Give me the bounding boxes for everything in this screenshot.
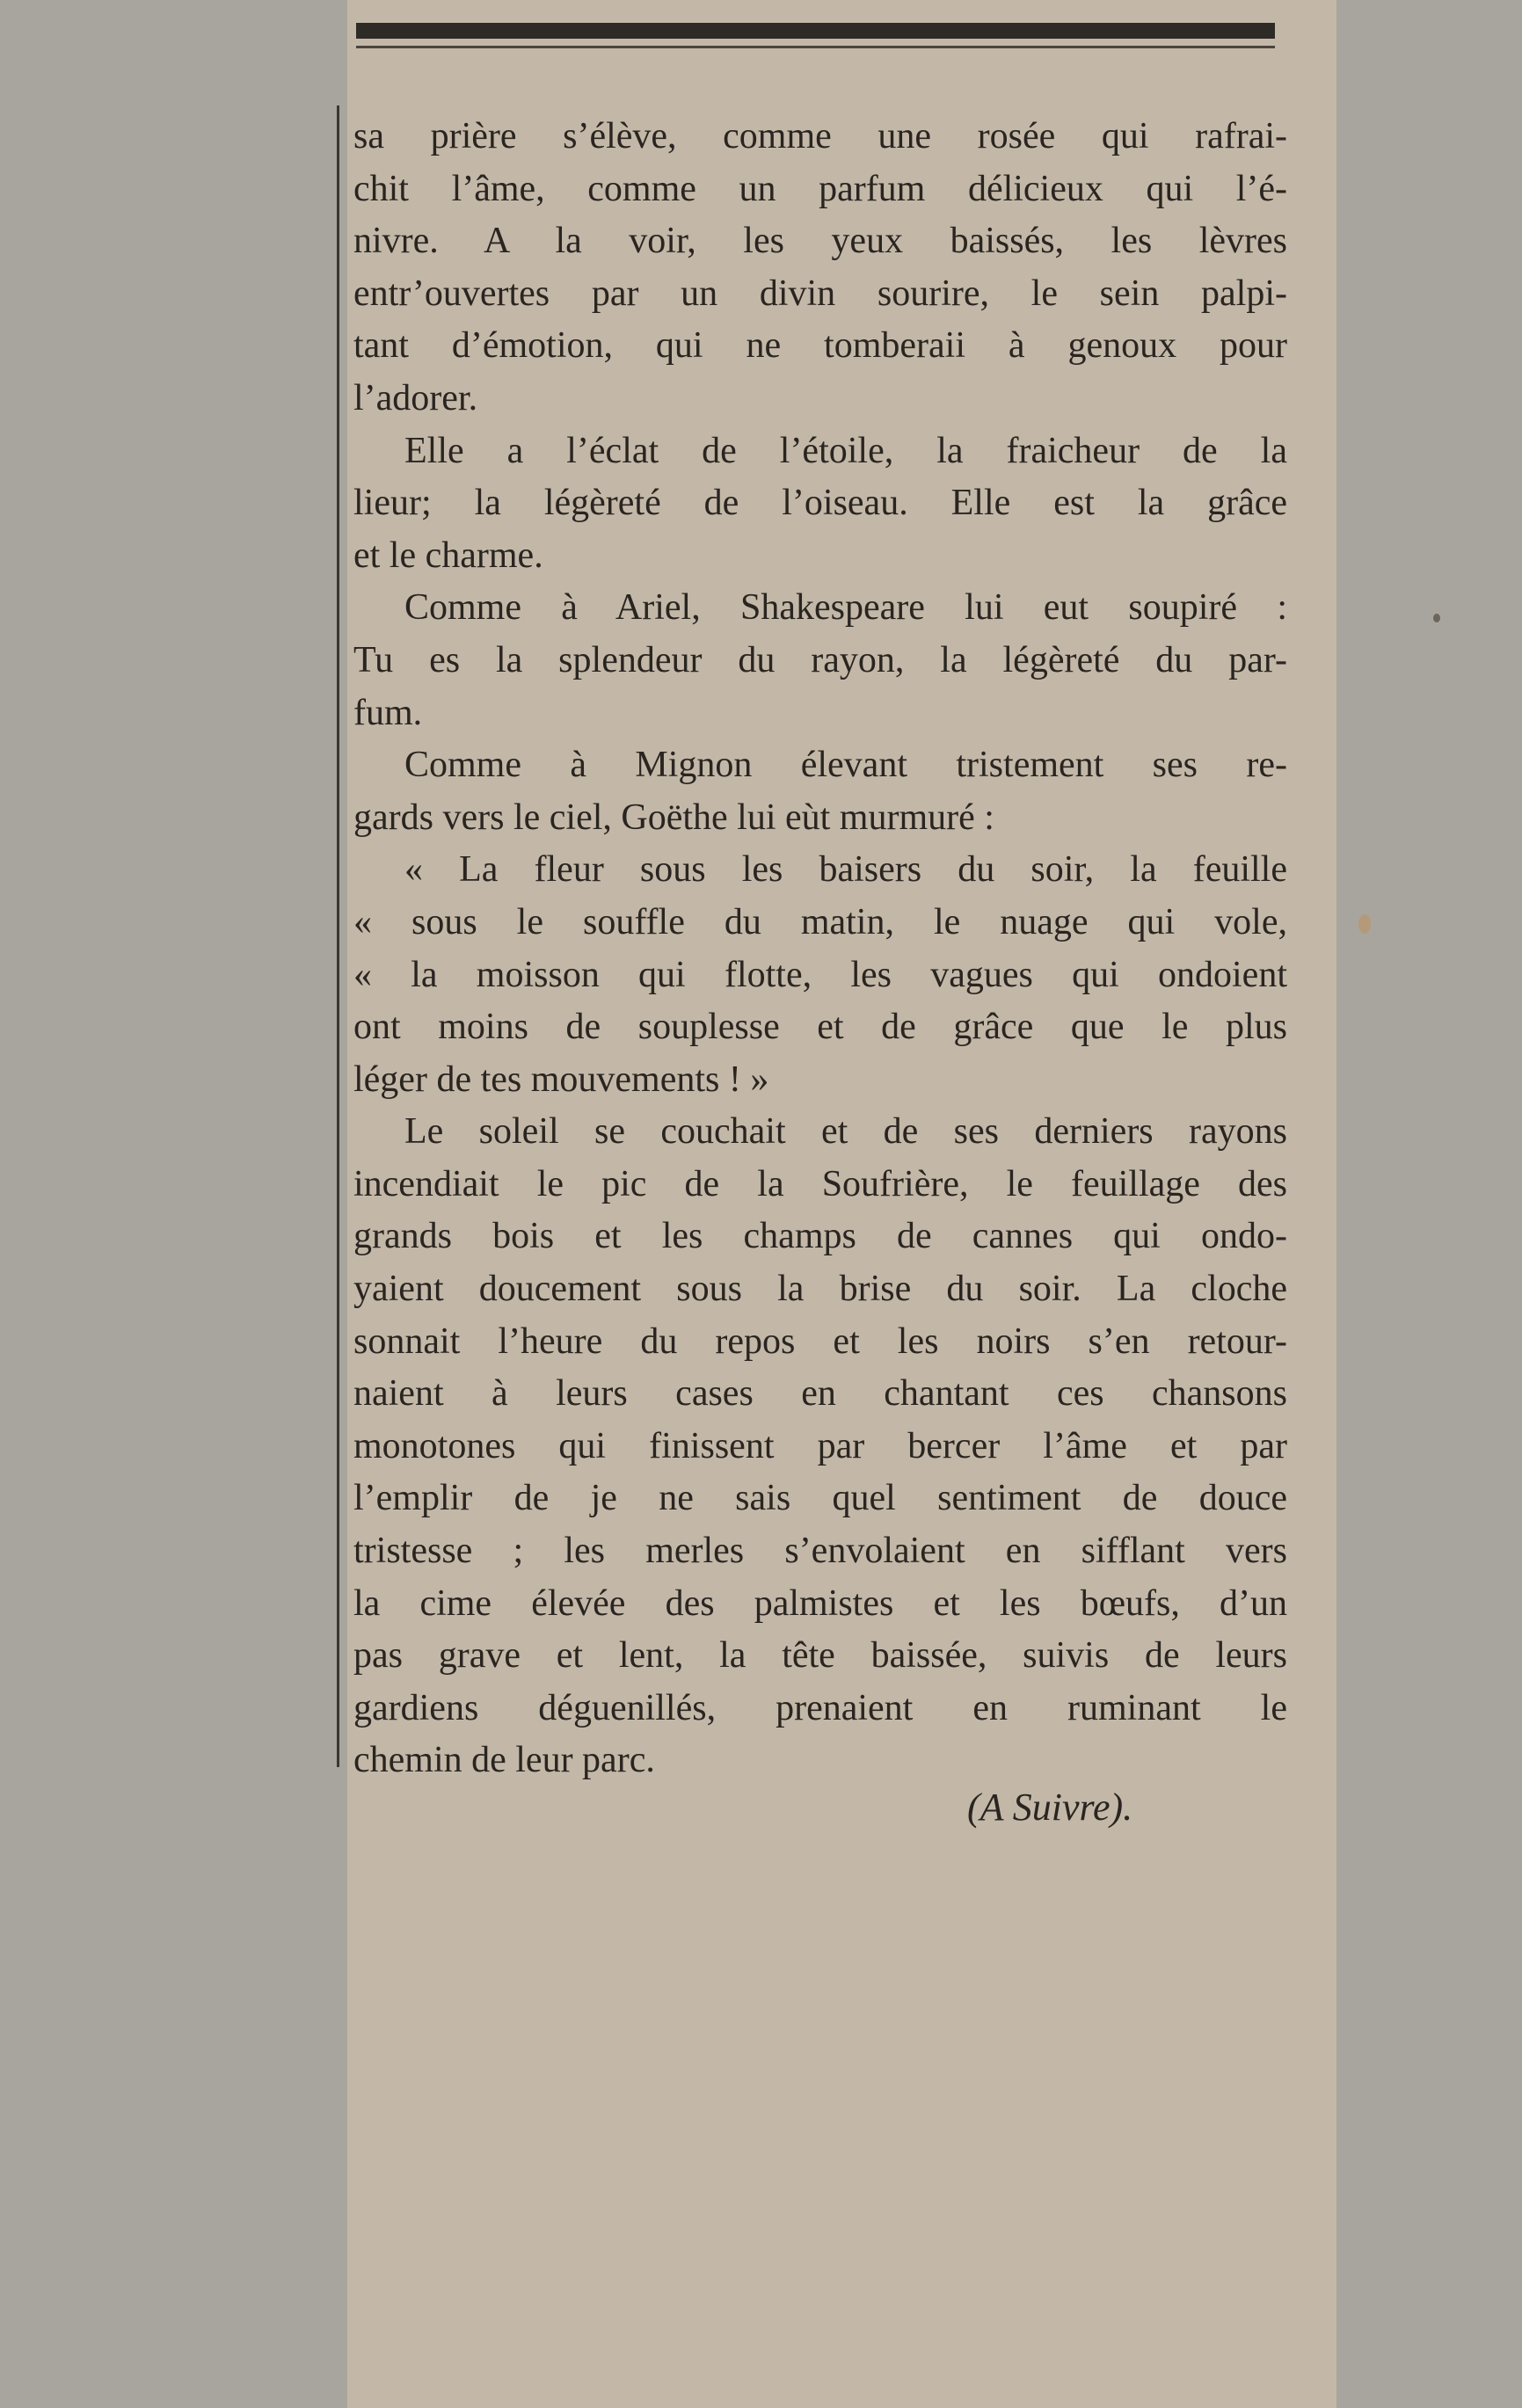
text-line: Le soleil se couchait et de ses derniers rayons [404, 1111, 1287, 1153]
top-rule [356, 23, 1275, 39]
text-line: pas grave et lent, la tête baissée, suivis de leurs [353, 1635, 1287, 1677]
text-line: nivre. A la voir, les yeux baissés, les lèvres [353, 221, 1287, 262]
text-line: l’adorer. [353, 377, 478, 418]
text-line: Comme à Mignon élevant tristement ses re- [404, 745, 1287, 786]
text-line: entr’ouvertes par un divin sourire, le sein palpi- [353, 273, 1287, 314]
text-line: yaient doucement sous la brise du soir. La cloche [353, 1269, 1287, 1310]
paper-speck [1433, 614, 1440, 622]
text-line: « sous le souffle du matin, le nuage qui vole, [353, 901, 1287, 942]
article-body [353, 111, 1287, 1787]
text-line: et le charme. [353, 535, 543, 576]
text-line: ont moins de souplesse et de grâce que le plus [353, 1007, 1287, 1048]
top-thin-rule [356, 46, 1275, 48]
text-line: monotones qui finissent par bercer l’âme et par [353, 1425, 1287, 1466]
text-line: grands bois et les champs de cannes qui ondo- [353, 1216, 1287, 1257]
text-line: sonnait l’heure du repos et les noirs s’en retour- [353, 1320, 1287, 1362]
text-line: Comme à Ariel, Shakespeare lui eut soupiré : [404, 587, 1287, 629]
paper-stain [1358, 914, 1371, 934]
text-line: fum. [353, 692, 423, 733]
column-rule [337, 105, 339, 1767]
text-line: lieur; la légèreté de l’oiseau. Elle est la grâce [353, 483, 1287, 524]
text-line: tristesse ; les merles s’envolaient en sifflant vers [353, 1531, 1287, 1572]
text-line: chit l’âme, comme un parfum délicieux qui l’é- [353, 168, 1287, 209]
text-line: naient à leurs cases en chantant ces chansons [353, 1373, 1287, 1415]
text-line: « la moisson qui flotte, les vagues qui ondoient [353, 954, 1287, 995]
text-line: « La fleur sous les baisers du soir, la feuille [404, 849, 1287, 891]
text-line: Tu es la splendeur du rayon, la légèreté du par- [353, 639, 1287, 680]
text-line: gards vers le ciel, Goëthe lui eùt murmuré : [353, 797, 994, 838]
text-line: sa prière s’élève, comme une rosée qui rafrai- [353, 116, 1287, 156]
text-line: Elle a l’éclat de l’étoile, la fraicheur de la [404, 430, 1287, 471]
text-line: l’emplir de je ne sais quel sentiment de douce [353, 1478, 1287, 1519]
to-be-continued: (A Suivre). [967, 1786, 1133, 1829]
text-line: chemin de leur parc. [353, 1740, 655, 1781]
text-line: la cime élevée des palmistes et les bœufs, d’un [353, 1582, 1287, 1624]
text-line: gardiens déguenillés, prenaient en ruminant le [353, 1687, 1287, 1728]
text-line: incendiait le pic de la Soufrière, le feuillage des [353, 1163, 1287, 1204]
text-line: tant d’émotion, qui ne tomberaii à genoux pour [353, 325, 1287, 367]
text-line: léger de tes mouvements ! » [353, 1059, 769, 1100]
